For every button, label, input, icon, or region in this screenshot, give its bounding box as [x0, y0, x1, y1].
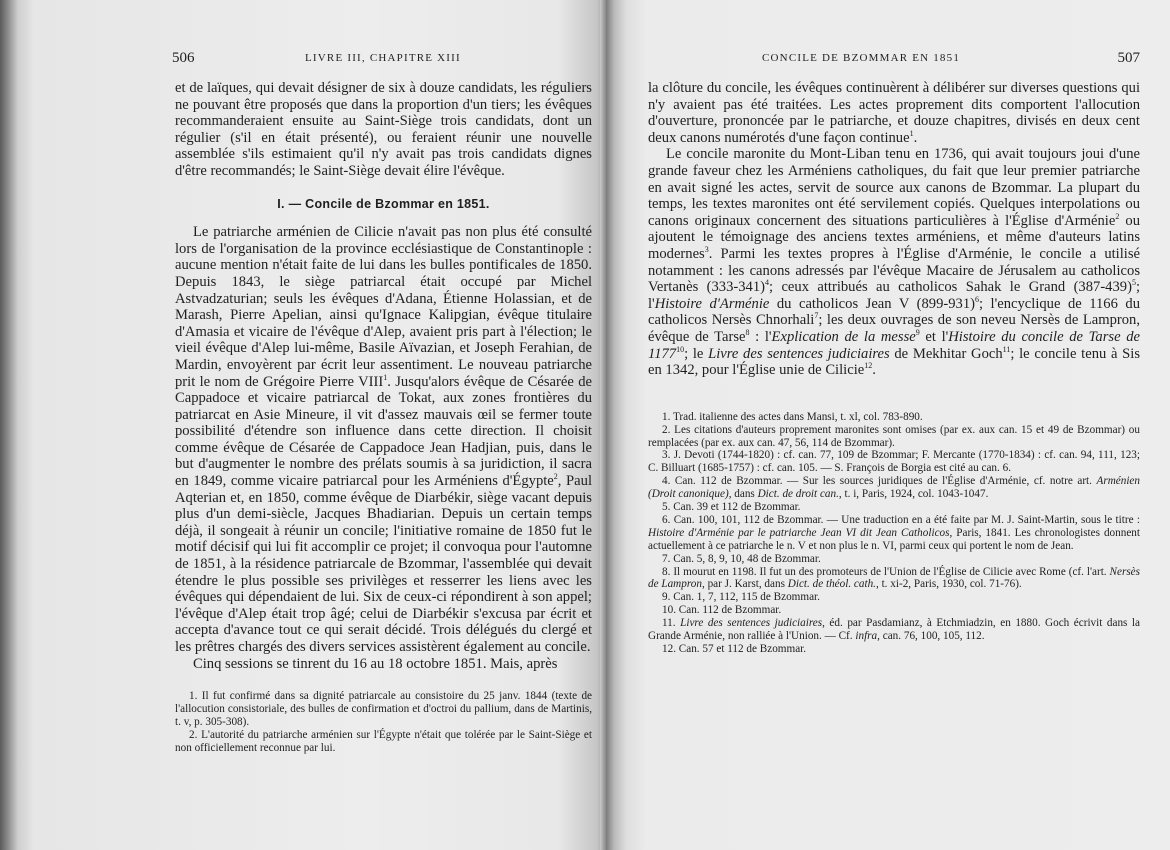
italic-title: Livre des sentences judiciaires — [708, 345, 890, 362]
right-footnotes — [648, 411, 1140, 656]
right-footnote-12: 12. Can. 57 et 112 de Bzommar. — [662, 643, 807, 655]
right-footnote-9: 9. Can. 1, 7, 112, 115 de Bzommar. — [662, 591, 820, 604]
right-footnote-10: 10. Can. 112 de Bzommar. — [662, 604, 782, 617]
text-run: , Paris, 1841. Les chronologistes donnent actuellement à ce patriarche le n. V et non plus le n. VI, parmi ceux qui portent le nom de Jean. — [648, 526, 1140, 552]
left-running-title: LIVRE III, CHAPITRE XIII — [305, 52, 461, 64]
footnote-ref: 12 — [864, 361, 873, 371]
text-run: 11. — [662, 617, 681, 630]
right-body-text — [648, 80, 1140, 379]
right-footnote-2: 2. Les citations d'auteurs proprement maronites sont omises (par ex. aux can. 15 et 49 de Bzommar) ou remplacées (par ex. aux can. 47, 56, 114 de Bzommar). — [648, 423, 1140, 449]
left-running-header — [172, 46, 592, 72]
left-footnotes — [175, 690, 592, 755]
text-run: , dans — [728, 488, 758, 501]
text-run: , t. i, Paris, 1924, col. 1043-1047. — [838, 488, 989, 501]
text-run: 4. Can. 112 de Bzommar. — Sur les sources juridiques de l'Église d'Arménie, cf. notre art. — [662, 475, 1097, 488]
footnote-ref: 4 — [765, 278, 769, 288]
text-run: Le concile maronite du Mont-Liban tenu en 1736, qui avait toujours joui d'une grande faveur chez les Arméniens catholiques, du fait que leur premier patriarche en avait signé les actes, servit de source aux canons de Bzommar. La plupart du temps, les textes maronites ont été servilement copiés. Quelques interpolations ou canons originaux concernent des situations particulières à l'Église d'Arménie — [648, 146, 1140, 229]
footnote-ref: 3 — [704, 245, 709, 255]
footnote-ref: 2 — [1115, 211, 1120, 221]
italic-title: infra — [855, 630, 878, 643]
right-footnote-6 — [648, 514, 1140, 553]
text-run: ; ceux attribués au catholicos Sahak le Grand (387-439) — [769, 279, 1132, 296]
italic-title: Dict. de droit can. — [757, 488, 839, 501]
right-footnote-4 — [648, 475, 1140, 501]
right-footnote-3: 3. J. Devoti (1744-1820) : cf. can. 77, 109 de Bzommar; F. Mercante (1770-1834) : cf. can. 94, 111, 123; C. Billuart (1685-1757) : cf. can. 105. — S. François de Borgia est cité au can. 6. — [648, 449, 1140, 475]
text-run: ou ajoutent le témoignage des anciens textes arméniens, et même d'auteurs latins modernes — [648, 212, 1140, 262]
right-running-header — [648, 46, 1140, 72]
text-run: et l' — [919, 328, 949, 345]
footnote-ref: 7 — [814, 311, 819, 321]
right-paragraph-2 — [648, 146, 1140, 378]
left-page-number: 506 — [172, 50, 195, 66]
footnote-ref: 9 — [915, 328, 920, 338]
right-page — [606, 0, 1170, 850]
text-run: , t. xi-2, Paris, 1930, col. 71-76). — [875, 578, 1022, 591]
footnote-ref: 10 — [676, 344, 685, 354]
text-run: ; le concile tenu à Sis en 1342, pour l'Église unie de Cilicie — [648, 345, 1140, 379]
text-run: ; l'encyclique de 1166 du catholicos Nersès Chnorhali — [648, 295, 1140, 329]
text-run: , can. 76, 100, 105, 112. — [877, 630, 985, 643]
text-run: ; les deux ouvrages de son neveu Nersès de Lampron, évêque de Tarse — [648, 312, 1140, 345]
right-footnote-8 — [648, 566, 1140, 592]
paragraph-1-text-b: . Jusqu'alors évêque de Césarée de Cappadoce et vicaire patriarcal de Tokat, aux zones frontières du patriarcat en Asie Mineure, il vit d'assez mauvais œil se fermer toute possibilité d'étendre son influence dans cette direction. Il choisit comme évêque de Césarée de Cappadoce Jean Hadjian, puis, dans le but d'augmenter le nombre des prélats soumis à sa juridiction, il sacra en 1849, comme vicaire patriarcal pour les Arméniens d'Égypte — [175, 373, 592, 490]
italic-title: Histoire d'Arménie — [654, 295, 770, 312]
paragraph-1-text-c: , Paul Aqterian et, en 1850, comme évêque de Diarbékir, siège vacant depuis plus d'un demi-siècle, Jacques Bhadiarian. Depuis un certain temps déjà, il songeait à réunir un concile; l'initiative romaine de 1850 fut le motif décisif qui lui fit accomplir ce projet; il convoqua pour l'automne de 1851, à la résidence patriarcale de Bzommar, l'assemblée qui devait étendre le plus possible ses privilèges et resserrer les liens avec les évêques qui dépendaient de lui. Six de ceux-ci répondirent à son appel; l'évêque d'Alep était trop âgé; celui de Diarbékir s'excusa par écrit et accepta d'avance tout ce qui serait décidé. Trois délégués du clergé et les prêtres chargés des divers services assistèrent également au concile. — [175, 473, 592, 655]
text-run: du catholicos Jean V (899-931) — [769, 295, 975, 312]
right-footnote-11 — [648, 617, 1140, 643]
footnote-ref: 8 — [745, 328, 750, 338]
footnote-ref: 6 — [974, 294, 979, 304]
footnote-ref-1: 1 — [383, 372, 388, 382]
italic-title: Arménien (Droit canonique) — [648, 475, 1140, 501]
left-footnote-1: 1. Il fut confirmé dans sa dignité patriarcale au consistoire du 25 janv. 1844 (texte de l'allocution consistoriale, des bulles de confirmation et d'octroi du pallium, dans de Martinis, t. v, p. 305-308). — [175, 690, 592, 728]
text-run: 6. Can. 100, 101, 112 de Bzommar. — Une traduction en a été faite par M. J. Saint-Martin, sous le titre : — [662, 513, 1140, 526]
paragraph-1-text-a: Le patriarche arménien de Cilicie n'avait pas non plus été consulté lors de l'organisation de la province ecclésiastique de Constantinople : aucune mention n'était faite de lui dans les bulles pontificales de 1850. Depuis 1843, le siège patriarcal était occupé par Michel Astvadzaturian; seuls les évêques d'Adana, Étienne Holassian, et de Marash, Pierre Apelian, ainsi qu'Ignace Kalipgian, évêque titulaire d'Amasia et vicaire de l'évêque d'Alep, avaient pris part à l'élection; le vieil évêque d'Alep lui-même, Basile Aïvazian, et Joseph Ferahian, de Mardin, envoyèrent par écrit leur assentiment. Le nouveau patriarche prit le nom de Grégoire Pierre VIII — [175, 224, 592, 390]
text-run: , éd. par Pasdamianz, à Etchmiadzin, en 1880. Goch écrivit dans la Grande Arménie, non ralliée à l'Union. — Cf. — [648, 617, 1140, 643]
italic-title: Histoire d'Arménie par le patriarche Jean VI dit Jean Catholicos — [648, 526, 950, 539]
right-running-title: CONCILE DE BZOMMAR EN 1851 — [762, 52, 961, 64]
footnote-ref: 1 — [909, 128, 914, 138]
text-run: , par J. Karst, dans — [701, 578, 788, 591]
footnote-ref-2: 2 — [553, 472, 558, 482]
left-footnote-2: 2. L'autorité du patriarche arménien sur l'Égypte n'était que tolérée par le Saint-Siège et non officiellement reconnue par lui. — [175, 728, 592, 754]
right-page-number: 507 — [1117, 50, 1140, 66]
right-p1-text: la clôture du concile, les évêques continuèrent à délibérer sur diverses questions qui n'y avaient pas été traitées. Les actes proprement dits comportent l'allocution d'ouverture, prononcée par le patriarche, et douze chapitres, divisés en deux cent deux canons numérotés d'une façon continue — [648, 80, 1140, 146]
paragraph-2: Cinq sessions se tinrent du 16 au 18 octobre 1851. Mais, après — [193, 655, 558, 672]
paragraph-1 — [175, 224, 592, 655]
text-run: . — [872, 362, 876, 379]
right-footnote-1: 1. Trad. italienne des actes dans Mansi, t. xl, col. 783-890. — [662, 410, 923, 423]
section-title: I. — Concile de Bzommar en 1851. — [277, 196, 490, 211]
footnote-ref: 5 — [1131, 278, 1136, 288]
italic-title: Explication de la messe — [771, 328, 916, 345]
italic-title: Dict. de théol. cath. — [787, 578, 876, 591]
right-paragraph-1: la clôture du concile, les évêques continuèrent à délibérer sur diverses questions qui n'y avaient pas été traitées. Les actes proprement dits comportent l'allocution d'ouverture, prononcée par le patriarche, et douze chapitres, divisés en deux cent deux canons numérotés d'une façon continue$^1$. — [648, 80, 1140, 146]
italic-title: Livre des sentences judiciaires — [680, 617, 823, 630]
intro-paragraph: et de laïques, qui devait désigner de six à douze candidats, les réguliers ne pouvant être proposés que dans la proportion d'un tiers; les évêques recommanderaient ensuite au Saint-Siège trois candidats, dont un régulier (s'il en était présenté), ou feraient réunir une nouvelle assemblée s'ils estimaient qu'il n'y avait pas trois candidats dignes d'être recommandés; le Saint-Siège devait élire l'évêque. — [175, 80, 592, 179]
text-run: de Mekhitar Goch — [889, 345, 1003, 362]
right-footnote-7: 7. Can. 5, 8, 9, 10, 48 de Bzommar. — [662, 552, 821, 565]
italic-title: Histoire du concile de Tarse de 1177 — [648, 328, 1140, 362]
text-run: : l' — [749, 328, 772, 345]
right-footnote-5: 5. Can. 39 et 112 de Bzommar. — [662, 501, 801, 514]
footnote-ref: 11 — [1002, 344, 1011, 354]
left-body-text — [175, 80, 592, 672]
text-run: ; l' — [648, 279, 1140, 312]
text-run: ; le — [684, 345, 709, 362]
italic-title: Nersès de Lampron — [648, 565, 1140, 591]
text-run: 8. Il mourut en 1198. Il fut un des promoteurs de l'Union de l'Église de Cilicie avec Rome (cf. l'art. — [662, 565, 1110, 578]
text-run: . Parmi les textes propres à l'Église d'Arménie, le concile a utilisé notamment : les canons adressés par l'évêque Macaire de Jérusalem au catholicos Vertanès (333-341) — [648, 245, 1140, 296]
